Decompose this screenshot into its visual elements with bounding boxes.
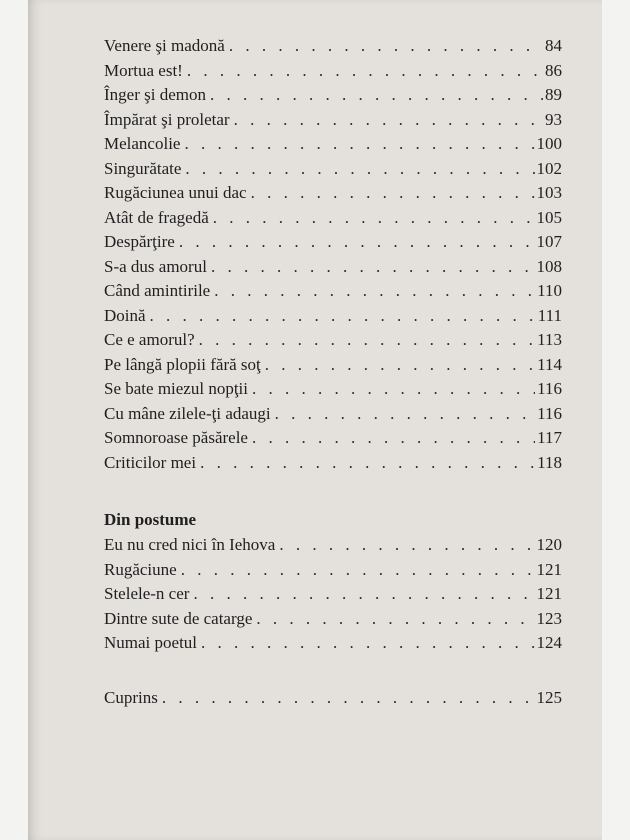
toc-entry-page: 117 [537,428,562,447]
toc-entry-page: 103 [536,183,562,202]
toc-entry-page: 114 [537,354,562,374]
toc-entry [104,582,562,607]
toc-entry-page: 123 [536,608,562,628]
toc-entry-title: Cuprins [104,687,158,707]
toc-entry-page: 118 [537,452,562,472]
toc-entry-title: Rugăciune [104,559,177,579]
toc-entry [104,607,562,632]
toc-entry-title: Stelele-n cer [104,584,190,603]
toc-entry-title: Atât de fragedă [104,207,209,227]
dot-leader [214,279,535,304]
toc-entry-page: 113 [537,330,562,349]
toc-entry [104,108,562,133]
toc-entry [104,402,562,427]
dot-leader [252,377,535,402]
toc-entry [104,631,562,656]
toc-entry [104,426,562,451]
toc-entry-title: Împărat şi proletar [104,109,230,129]
toc-entry-title: Melancolie [104,134,181,153]
toc-entry-title: Mortua est! [104,60,183,80]
toc-entry-title: Numai poetul [104,633,198,652]
toc-entry-page: 116 [537,403,562,423]
toc-entry-title: Despărţire [104,232,175,251]
toc-entry-page: 121 [536,559,562,579]
dot-leader [193,582,534,607]
toc-entry-contents [104,686,562,711]
toc-entry [104,206,562,231]
dot-leader [251,181,535,206]
toc-entry-page: 110 [537,281,562,300]
toc-entry-title: Eu nu cred nici în Iehova [104,535,276,554]
toc-entry [104,181,562,206]
toc-entry-page: 116 [537,379,562,398]
toc-entry-title: Rugăciunea unui dac [104,183,247,202]
toc-main-list [104,34,562,475]
toc-entry-page: 121 [536,584,562,603]
dot-leader [265,353,535,378]
dot-leader [211,255,535,280]
toc-entry [104,255,562,280]
toc-entry-page: 105 [536,207,562,227]
toc-entry [104,34,562,59]
dot-leader [201,631,534,656]
toc-entry [104,59,562,84]
dot-leader [185,157,534,182]
toc-entry-page: 111 [537,305,562,325]
toc-entry-page: 124 [536,633,562,652]
dot-leader [184,132,534,157]
toc-entry-title: Pe lângă plopii fără soţ [104,354,261,374]
toc-entry-page: 107 [536,232,562,251]
dot-leader [200,451,535,476]
section-heading: Din postume [104,510,197,529]
dot-leader [162,686,535,711]
toc-entry-title: Doină [104,305,146,325]
toc-entry [104,157,562,182]
toc-entry-title: S-a dus amorul [104,256,207,276]
dot-leader [213,206,535,231]
toc-entry-title: Se bate miezul nopţii [104,379,248,398]
toc-entry-page: 108 [536,256,562,276]
table-of-contents [104,34,562,710]
dot-leader [181,558,535,583]
toc-entry-title: Când amintirile [104,281,211,300]
toc-entry [104,304,562,329]
toc-entry [104,279,562,304]
dot-leader [256,607,534,632]
toc-entry-page: 102 [536,158,562,178]
toc-entry-title: Înger şi demon [104,85,206,104]
dot-leader [179,230,535,255]
toc-entry-title: Dintre sute de catarge [104,608,253,628]
book-page [28,0,602,840]
dot-leader [234,108,543,133]
dot-leader [252,426,535,451]
toc-entry [104,451,562,476]
toc-entry-title: Somnoroase păsărele [104,428,248,447]
toc-entry [104,230,562,255]
toc-entry [104,377,562,402]
toc-entry [104,533,562,558]
dot-leader [279,533,534,558]
toc-entry-title: Venere şi madonă [104,36,225,55]
toc-entry-page: 86 [545,60,562,80]
dot-leader [199,328,535,353]
toc-entry-title: Ce e amorul? [104,330,195,349]
toc-entry-page: 125 [536,687,562,707]
toc-entry-page: 100 [536,134,562,153]
dot-leader [275,402,535,427]
toc-entry-page: 89 [545,85,562,104]
toc-entry-title: Singurătate [104,158,182,178]
toc-entry-page: 84 [545,36,562,55]
dot-leader [229,34,543,59]
toc-section-list [104,533,562,656]
toc-entry-page: 93 [545,109,562,129]
toc-entry-title: Cu mâne zilele-ţi adaugi [104,403,271,423]
toc-entry [104,328,562,353]
dot-leader [187,59,543,84]
toc-entry-page: 120 [536,535,562,554]
toc-entry [104,132,562,157]
toc-entry [104,83,562,108]
dot-leader [210,83,543,108]
toc-entry-title: Criticilor mei [104,452,197,472]
toc-entry [104,353,562,378]
toc-entry [104,558,562,583]
dot-leader [150,304,536,329]
